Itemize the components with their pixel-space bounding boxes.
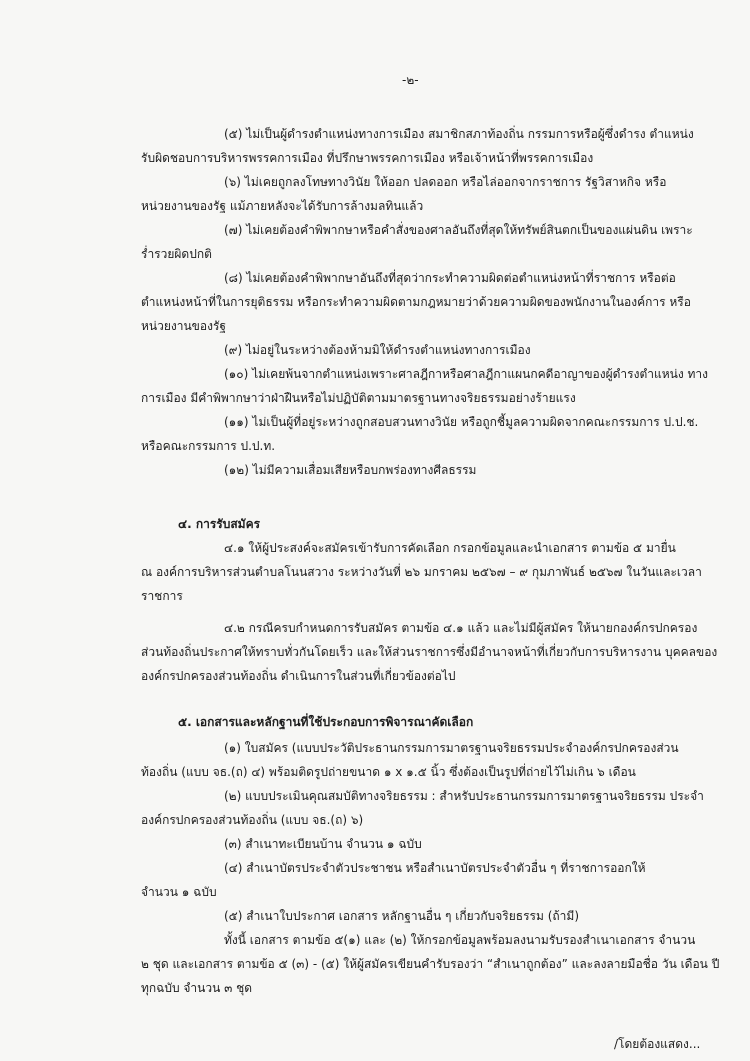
section-5-note-line-3: ทุกฉบับ จำนวน ๓ ชุด — [141, 981, 253, 995]
qualification-6-line-1: (๖) ไม่เคยถูกลงโทษทางวินัย ให้ออก ปลดออก หรือไล่ออกจากราชการ รัฐวิสาหกิจ หรือ — [224, 175, 667, 189]
section-5-item-5-line-1: (๕) สำเนาใบประกาศ เอกสาร หลักฐานอื่น ๆ เกี่ยวกับจริยธรรม (ถ้ามี) — [224, 909, 580, 923]
qualification-7-line-2: ร่ำรวยผิดปกติ — [141, 247, 212, 261]
section-5-item-2-line-1: (๒) แบบประเมินคุณสมบัติทางจริยธรรม : สำหรับประธานกรรมการมาตรฐานจริยธรรม ประจำ — [224, 789, 704, 803]
qualification-8-line-1: (๘) ไม่เคยต้องคำพิพากษาอันถึงที่สุดว่ากระทำความผิดต่อตำแหน่งหน้าที่ราชการ หรือต่อ — [224, 271, 676, 285]
qualification-5-line-1: (๕) ไม่เป็นผู้ดำรงตำแหน่งทางการเมือง สมาชิกสภาท้องถิ่น กรรมการหรือผู้ซึ่งดำรง ตำแหน่ง — [224, 127, 694, 141]
section-4-1-line-1: ๔.๑ ให้ผู้ประสงค์จะสมัครเข้ารับการคัดเลือก กรอกข้อมูลและนำเอกสาร ตามข้อ ๕ มายื่น — [224, 541, 676, 555]
section-5-item-2-line-2: องค์กรปกครองส่วนท้องถิ่น (แบบ จธ.(ถ) ๖) — [141, 813, 364, 827]
qualification-11-line-1: (๑๑) ไม่เป็นผู้ที่อยู่ระหว่างถูกสอบสวนทางวินัย หรือถูกชี้มูลความผิดจากคณะกรรมการ ป.ป.ช. — [224, 415, 699, 429]
section-4-1-line-3: ราชการ — [141, 589, 183, 603]
section-4-1-line-2: ณ องค์การบริหารส่วนตำบลโนนสวาง ระหว่างวันที่ ๒๖ มกราคม ๒๕๖๗ – ๙ กุมภาพันธ์ ๒๕๖๗ ในวันและเวลา — [141, 565, 702, 579]
qualification-9-line-1: (๙) ไม่อยู่ในระหว่างต้องห้ามมิให้ดำรงตำแหน่งทางการเมือง — [224, 343, 531, 357]
section-5-item-3-line-1: (๓) สำเนาทะเบียนบ้าน จำนวน ๑ ฉบับ — [224, 837, 422, 851]
section-5-item-1-line-1: (๑) ใบสมัคร (แบบประวัติประธานกรรมการมาตรฐานจริยธรรมประจำองค์กรปกครองส่วน — [224, 741, 679, 755]
section-4-heading: ๔. การรับสมัคร — [178, 517, 261, 531]
qualification-6-line-2: หน่วยงานของรัฐ แม้ภายหลังจะได้รับการล้างมลทินแล้ว — [141, 199, 424, 213]
qualification-7-line-1: (๗) ไม่เคยต้องคำพิพากษาหรือคำสั่งของศาลอันถึงที่สุดให้ทรัพย์สินตกเป็นของแผ่นดิน เพราะ — [224, 223, 693, 237]
page-number: -๒- — [402, 73, 419, 87]
qualification-11-line-2: หรือคณะกรรมการ ป.ป.ท. — [141, 439, 276, 453]
qualification-10-line-2: การเมือง มีคำพิพากษาว่าฝ่าฝืนหรือไม่ปฏิบัติตามมาตรฐานทางจริยธรรมอย่างร้ายแรง — [141, 391, 576, 405]
qualification-5-line-2: รับผิดชอบการบริหารพรรคการเมือง ที่ปรึกษาพรรคการเมือง หรือเจ้าหน้าที่พรรคการเมือง — [141, 151, 594, 165]
qualification-10-line-1: (๑๐) ไม่เคยพ้นจากตำแหน่งเพราะศาลฎีกาหรือศาลฎีกาแผนกคดีอาญาของผู้ดำรงตำแหน่ง ทาง — [224, 367, 709, 381]
section-5-item-1-line-2: ท้องถิ่น (แบบ จธ.(ถ) ๔) พร้อมติดรูปถ่ายขนาด ๑ x ๑.๕ นิ้ว ซึ่งต้องเป็นรูปที่ถ่ายไว้ไม่เกิน ๖ เดือน — [141, 765, 636, 779]
section-4-2-line-2: ส่วนท้องถิ่นประกาศให้ทราบทั่วกันโดยเร็ว และให้ส่วนราชการซึ่งมีอำนาจหน้าที่เกี่ยวกับการบริหารงาน บุคคลของ — [141, 645, 718, 659]
qualification-8-line-2: ตำแหน่งหน้าที่ในการยุติธรรม หรือกระทำความผิดตามกฎหมายว่าด้วยความผิดของพนักงานในองค์การ หรือ — [141, 295, 691, 309]
section-5-item-4-line-2: จำนวน ๑ ฉบับ — [141, 885, 217, 899]
qualification-12-line-1: (๑๒) ไม่มีความเสื่อมเสียหรือบกพร่องทางศีลธรรม — [224, 463, 477, 477]
section-5-note-line-1: ทั้งนี้ เอกสาร ตามข้อ ๕(๑) และ (๒) ให้กรอกข้อมูลพร้อมลงนามรับรองสำเนาเอกสาร จำนวน — [224, 933, 696, 947]
section-4-2-line-3: องค์กรปกครองส่วนท้องถิ่น ดำเนินการในส่วนที่เกี่ยวข้องต่อไป — [141, 669, 456, 683]
section-5-item-4-line-1: (๔) สำเนาบัตรประจำตัวประชาชน หรือสำเนาบัตรประจำตัวอื่น ๆ ที่ราชการออกให้ — [224, 861, 646, 875]
section-4-2-line-1: ๔.๒ กรณีครบกำหนดการรับสมัคร ตามข้อ ๔.๑ แล้ว และไม่มีผู้สมัคร ให้นายกองค์กรปกครอง — [224, 621, 698, 635]
section-5-heading: ๕. เอกสารและหลักฐานที่ใช้ประกอบการพิจารณาคัดเลือก — [178, 715, 474, 729]
continuation-text: /โดยต้องแสดง... — [614, 1037, 701, 1051]
qualification-8-line-3: หน่วยงานของรัฐ — [141, 319, 227, 333]
section-5-note-line-2: ๒ ชุด และเอกสาร ตามข้อ ๕ (๓) - (๕) ให้ผู้สมัครเขียนคำรับรองว่า “สำเนาถูกต้อง” และลงลายมือชื่อ วัน เดือน ปี — [141, 957, 720, 971]
